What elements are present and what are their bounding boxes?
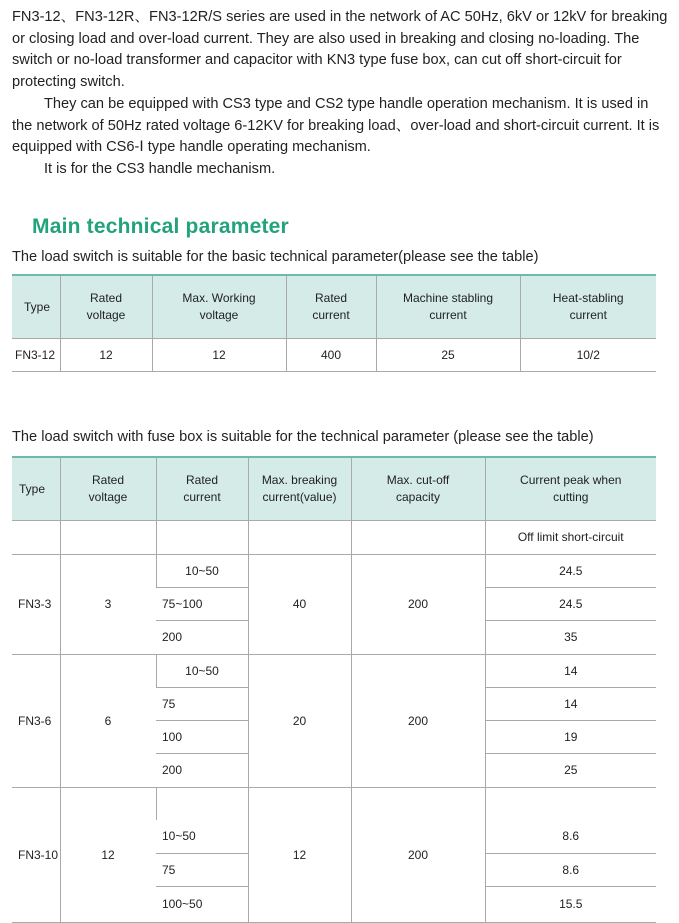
table-cell: FN3-12: [12, 339, 60, 372]
header-cell: Rated current: [286, 275, 376, 339]
basic-parameter-table: [12, 274, 656, 372]
current-cell: 10~50: [156, 820, 248, 854]
peak-cell: 35: [485, 621, 656, 655]
header-cell: Type: [12, 275, 60, 339]
table-cell: 12: [152, 339, 286, 372]
current-cell: 10~50: [156, 655, 248, 688]
table-row: [12, 655, 656, 688]
current-cell: 100~50: [156, 887, 248, 923]
header-cell: Type: [12, 457, 60, 521]
capacity-cell: 200: [351, 555, 485, 655]
peak-cell: 14: [485, 688, 656, 721]
header-cell: Max. cut-off capacity: [351, 457, 485, 521]
peak-cell: 14: [485, 655, 656, 688]
table2-caption: The load switch with fuse box is suitable for the technical parameter (please see the table): [12, 429, 594, 445]
peak-cell: 19: [485, 721, 656, 754]
current-cell: 75: [156, 688, 248, 721]
current-cell: 200: [156, 621, 248, 655]
capacity-cell: 200: [351, 788, 485, 923]
peak-cell: 15.5: [485, 887, 656, 923]
intro-paragraph-3: It is for the CS3 handle mechanism.: [44, 160, 276, 177]
table-header-row: [12, 275, 656, 339]
peak-cell: 24.5: [485, 555, 656, 588]
table-cell: 10/2: [520, 339, 656, 372]
header-cell: Heat-stabling current: [520, 275, 656, 339]
table-row: [12, 555, 656, 588]
current-cell: [156, 788, 248, 820]
header-cell: Max. Working voltage: [152, 275, 286, 339]
breaking-cell: 12: [248, 788, 351, 923]
current-cell: 100: [156, 721, 248, 754]
table1-caption: The load switch is suitable for the basic technical parameter(please see the table): [12, 249, 539, 265]
table-row: [12, 788, 656, 820]
table-cell: 400: [286, 339, 376, 372]
table-row: [12, 339, 656, 372]
current-cell: 200: [156, 754, 248, 788]
peak-cell: 8.6: [485, 854, 656, 887]
header-cell: Machine stabling current: [376, 275, 520, 339]
peak-cell: 24.5: [485, 588, 656, 621]
peak-cell: 8.6: [485, 820, 656, 854]
header-cell: Rated current: [156, 457, 248, 521]
peak-cell: 25: [485, 754, 656, 788]
type-cell: FN3-6: [12, 655, 60, 788]
type-cell: FN3-10: [12, 788, 60, 923]
current-cell: 75~100: [156, 588, 248, 621]
intro-paragraph-1: FN3-12、FN3-12R、FN3-12R/S series are used in the network of AC 50Hz, 6kV or 12kV for breaking or closing load and over-load current. They are also used in breaking and closing no-loading. The switch or no-load transformer and capacitor with KN3 type fuse box, can cut off short-circuit for protecting switch.: [12, 9, 668, 91]
intro-paragraph-2: They can be equipped with CS3 type and CS2 type handle operation mechanism. It is used in the network of 50Hz rated voltage 6-12KV for breaking load、over-load and short-circuit current. It is equipped with CS6-Ⅰ type handle operating mechanism.: [12, 95, 660, 156]
current-cell: 10~50: [156, 555, 248, 588]
voltage-cell: 12: [60, 788, 156, 923]
header-cell: Rated voltage: [60, 275, 152, 339]
table-header-row: [12, 457, 656, 521]
breaking-cell: 20: [248, 655, 351, 788]
peak-cell: [485, 788, 656, 820]
section-title: Main technical parameter: [32, 215, 289, 238]
header-cell: Max. breaking current(value): [248, 457, 351, 521]
voltage-cell: 6: [60, 655, 156, 788]
subheader-cell: Off limit short-circuit: [485, 521, 656, 555]
header-cell: Rated voltage: [60, 457, 156, 521]
table-cell: 25: [376, 339, 520, 372]
type-cell: FN3-3: [12, 555, 60, 655]
header-cell: Current peak when cutting: [485, 457, 656, 521]
voltage-cell: 3: [60, 555, 156, 655]
intro-text: [12, 7, 672, 181]
fuse-box-parameter-table: [12, 456, 656, 923]
breaking-cell: 40: [248, 555, 351, 655]
table-cell: 12: [60, 339, 152, 372]
subheader-row: [12, 521, 656, 555]
current-cell: 75: [156, 854, 248, 887]
capacity-cell: 200: [351, 655, 485, 788]
